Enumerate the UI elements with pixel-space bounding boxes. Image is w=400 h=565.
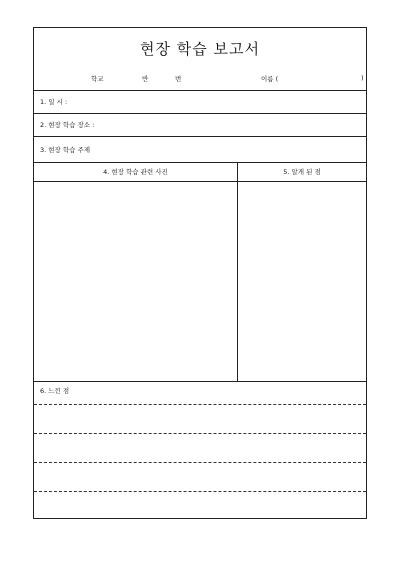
writing-line[interactable] (34, 433, 366, 434)
title-area (34, 28, 366, 91)
date-field[interactable] (34, 91, 366, 114)
learned-section-header: 5. 알게 된 점 (283, 168, 321, 176)
report-sheet (33, 27, 367, 519)
place-label: 2. 현장 학습 장소 : (40, 121, 95, 129)
page-title: 현장 학습 보고서 (140, 40, 260, 58)
photo-section-header: 4. 현장 학습 관련 사진 (34, 163, 238, 182)
topic-label: 3. 현장 학습 주제 (40, 146, 91, 154)
photo-learned-area (34, 182, 366, 382)
school-label: 학교 (91, 75, 104, 83)
photo-box[interactable] (34, 182, 238, 382)
name-close-paren: ) (361, 74, 364, 82)
writing-line[interactable] (34, 491, 366, 492)
writing-line[interactable] (34, 462, 366, 463)
date-label: 1. 일 시 : (40, 98, 68, 106)
topic-field[interactable] (34, 137, 366, 163)
number-label: 번 (175, 75, 182, 83)
writing-line[interactable] (34, 404, 366, 405)
name-label: 이름 ( (261, 75, 279, 83)
section-header-row (34, 163, 366, 182)
place-field[interactable] (34, 114, 366, 137)
class-label: 반 (142, 75, 149, 83)
learned-box[interactable] (238, 182, 366, 382)
feelings-label: 6. 느낀 점 (40, 387, 70, 395)
